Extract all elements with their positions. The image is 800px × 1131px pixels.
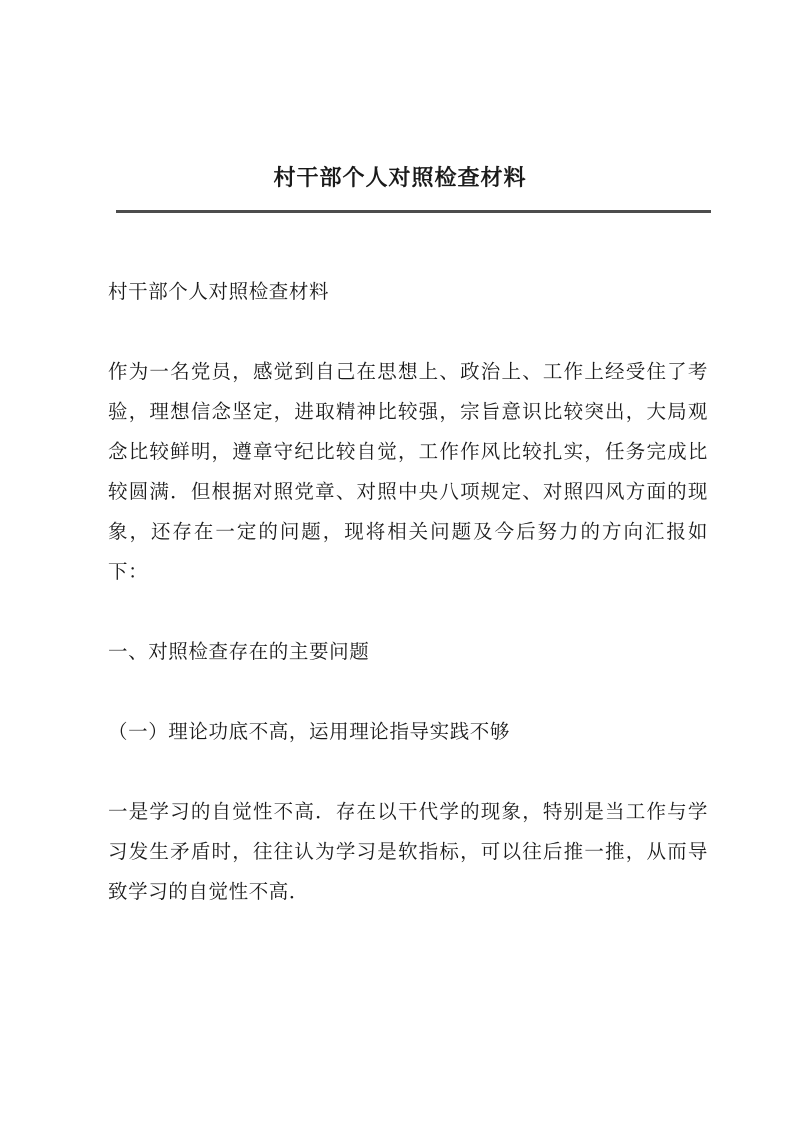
section-heading: 一、对照检查存在的主要问题	[108, 640, 370, 663]
title-divider	[116, 210, 711, 213]
body-heading: 村干部个人对照检查材料	[108, 280, 330, 303]
issue-paragraph: 一是学习的自觉性不高．存在以干代学的现象，特别是当工作与学习发生矛盾时，往往认为学习是软指标，可以往后推一推，从而导致学习的自觉性不高．	[108, 800, 708, 903]
document-title: 村干部个人对照检查材料	[273, 165, 527, 191]
subsection-heading: （一）理论功底不高，运用理论指导实践不够	[108, 720, 511, 743]
document-body	[108, 272, 708, 912]
intro-paragraph: 作为一名党员，感觉到自己在思想上、政治上、工作上经受住了考验，理想信念坚定，进取精神比较强，宗旨意识比较突出，大局观念比较鲜明，遵章守纪比较自觉，工作作风比较扎实，任务完成比较圆满．但根据对照党章、对照中央八项规定、对照四风方面的现象，还存在一定的问题，现将相关问题及今后努力的方向汇报如下：	[108, 360, 708, 583]
